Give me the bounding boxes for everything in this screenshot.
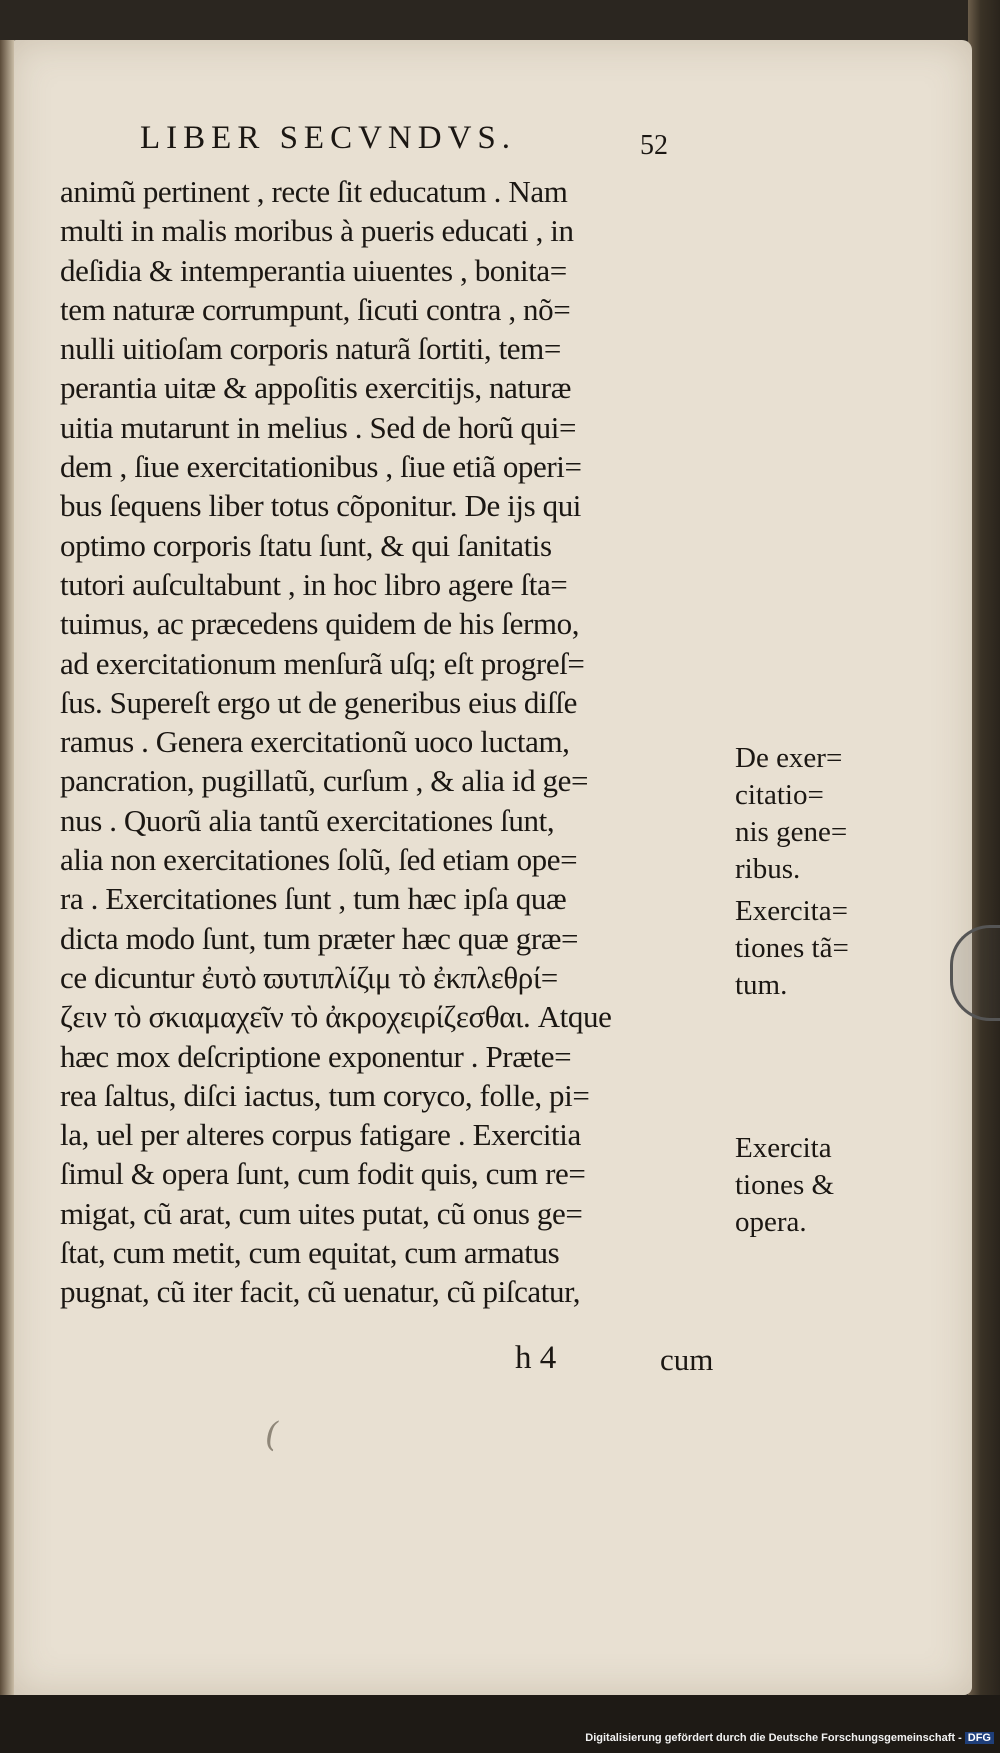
margin-note-generibus [735, 740, 895, 888]
text-line: hæc mox deſcriptione exponentur . Præte= [60, 1038, 572, 1074]
margin-note-line: ribus. [735, 853, 801, 885]
text-line: nulli uitioſam corporis naturã ſortiti, tem= [60, 331, 561, 367]
margin-note-line: tiones & [735, 1169, 835, 1201]
text-line: bus ſequens liber totus cõponitur. De ijs qui [60, 488, 582, 524]
text-line: nus . Quorũ alia tantũ exercitationes ſunt, [60, 802, 555, 838]
credit-text: Digitalisierung gefördert durch die Deutsche Forschungsgemeinschaft - [585, 1732, 962, 1744]
page-number: 52 [640, 130, 668, 161]
book-gutter [0, 40, 14, 1695]
text-line: dicta modo ſunt, tum præter hæc quæ græ= [60, 920, 579, 956]
running-head: LIBER SECVNDVS. [140, 120, 517, 156]
pencil-mark: ( [265, 1415, 279, 1455]
margin-note-exercitationes [735, 893, 895, 1004]
signature-mark: h 4 [515, 1340, 557, 1376]
text-line: perantia uitæ & appoſitis exercitijs, naturæ [60, 370, 572, 406]
margin-note-line: opera. [735, 1206, 807, 1238]
catchword: cum [660, 1342, 714, 1377]
text-line: tutori auſcultabunt , in hoc libro agere ſta= [60, 566, 568, 602]
margin-note-opera [735, 1130, 895, 1241]
text-line: alia non exercitationes ſolũ, ſed etiam ope= [60, 842, 578, 878]
text-line: multi in malis moribus à pueris educati , in [60, 213, 574, 249]
dfg-logo: DFG [965, 1732, 994, 1744]
text-line: deſidia & intemperantia uiuentes , bonita= [60, 252, 567, 288]
main-text-block [60, 172, 726, 1312]
margin-note-line: Exercita= [735, 895, 848, 927]
margin-note-line: De exer= [735, 742, 843, 774]
text-line: optimo corporis ſtatu ſunt, & qui ſanitatis [60, 527, 552, 563]
margin-note-line: tum. [735, 969, 788, 1001]
text-line: pancration, pugillatũ, curſum , & alia id ge= [60, 763, 589, 799]
margin-note-line: citatio= [735, 779, 824, 811]
text-line: ce dicuntur ἐυτὸ ϖυτιπλίζιμ τὸ ἐκπλεθρί= [60, 959, 558, 995]
text-line: ſimul & opera ſunt, cum fodit quis, cum re= [60, 1156, 586, 1192]
text-line: tuimus, ac præcedens quidem de his ſermo, [60, 606, 580, 642]
text-line: animũ pertinent , recte ſit educatum . Nam [60, 174, 568, 209]
text-line: ſtat, cum metit, cum equitat, cum armatus [60, 1235, 560, 1271]
text-line: tem naturæ corrumpunt, ſicuti contra , nõ= [60, 291, 571, 327]
text-line: ra . Exercitationes ſunt , tum hæc ipſa quæ [60, 881, 567, 917]
text-line: ramus . Genera exercitationũ uoco luctam, [60, 724, 570, 760]
text-line: ζειν τὸ σκιαμαχεῖν τὸ ἀκροχειρίζεσθαι. Atque [60, 999, 612, 1035]
scan-bottom-band [0, 1695, 1000, 1753]
book-fore-edge [968, 0, 1000, 1753]
text-line: la, uel per alteres corpus fatigare . Exercitia [60, 1117, 581, 1153]
margin-note-line: tiones tã= [735, 932, 849, 964]
text-line: rea ſaltus, diſci iactus, tum coryco, folle, pi= [60, 1077, 590, 1113]
digitization-credit [585, 1732, 994, 1744]
text-line: dem , ſiue exercitationibus , ſiue etiã operi= [60, 449, 582, 485]
margin-note-line: nis gene= [735, 816, 848, 848]
text-line: pugnat, cũ iter facit, cũ uenatur, cũ piſcatur, [60, 1274, 581, 1310]
text-line: ſus. Supereſt ergo ut de generibus eius diſſe [60, 684, 577, 720]
text-line: ad exercitationum menſurã uſq; eſt progreſ= [60, 645, 585, 681]
text-line: migat, cũ arat, cum uites putat, cũ onus ge= [60, 1195, 583, 1231]
text-line: uitia mutarunt in melius . Sed de horũ qui= [60, 409, 577, 445]
margin-note-line: Exercita [735, 1132, 832, 1164]
